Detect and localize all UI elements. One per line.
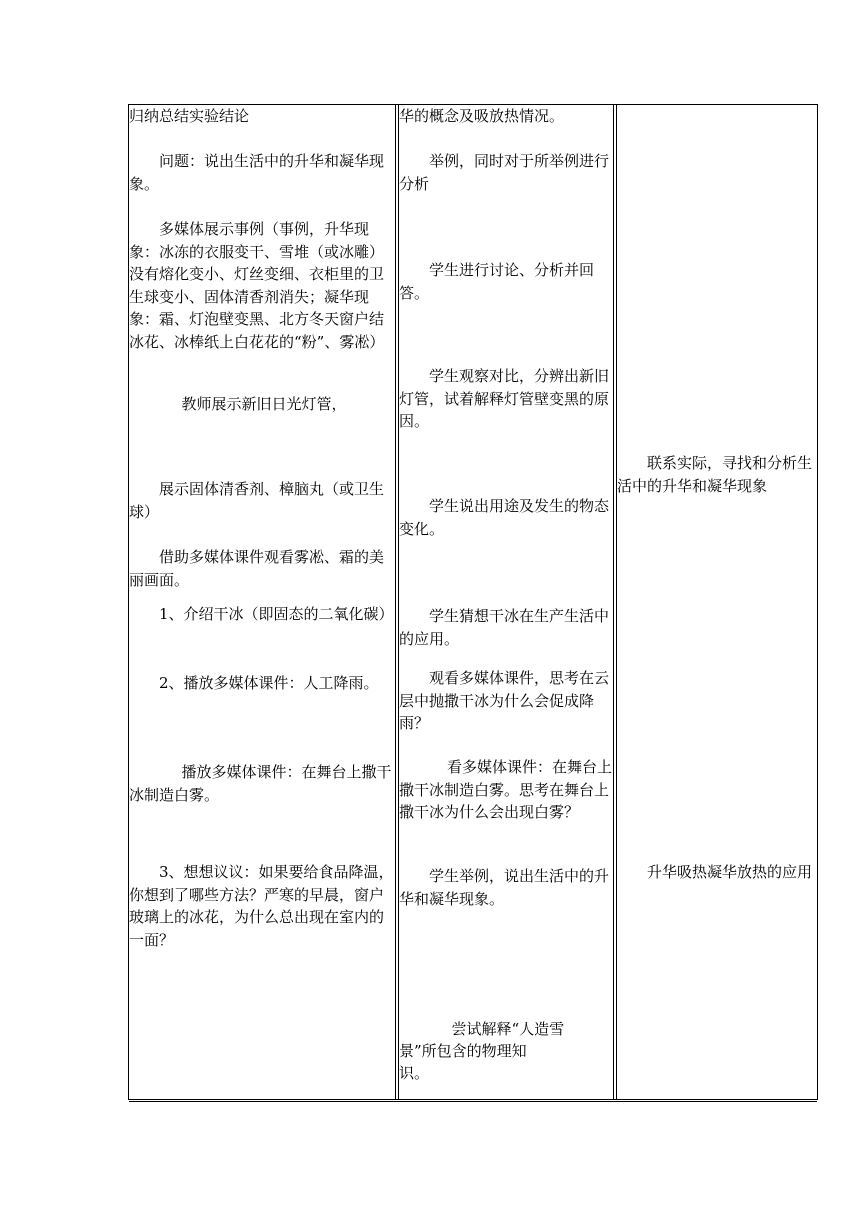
teacher-activity-column (129, 105, 395, 1099)
conclusion-text: 归纳总结实验结论 (129, 107, 250, 125)
example-analysis-text: 举例，同时对于所举例进行分析 (399, 152, 610, 193)
multimedia-examples-text: 多媒体展示事例（事例，升华现象：冰冻的衣服变干、雪堆（或冰雕）没有熔化变小、灯丝变细、衣柜里的卫生球变小、固体清香剂消失；凝华现象：霜、灯泡壁变黑、北方冬天窗户结冰花、冰棒纸上白花花的“粉”、雾凇） (129, 220, 385, 351)
connect-reality-text: 联系实际，寻找和分析生活中的升华和凝华现象 (617, 454, 813, 495)
snow-explain-line1: 尝试解释“人造雪 (451, 1020, 565, 1038)
dry-ice-guess-text: 学生猜想干冰在生产生活中的应用。 (399, 607, 610, 648)
lesson-plan-table (128, 104, 818, 1100)
column-divider (613, 105, 614, 1099)
student-examples-text: 学生举例，说出生活中的升华和凝华现象。 (399, 867, 610, 908)
student-activity-column (399, 105, 613, 1099)
artificial-rain-text: 2、播放多媒体课件：人工降雨。 (159, 674, 379, 692)
sublimation-concept-text: 华的概念及吸放热情况。 (399, 107, 565, 125)
stage-fog-question-text: 看多媒体课件：在舞台上撒干冰制造白雾。思考在舞台上撒干冰为什么会出现白雾？ (399, 758, 613, 821)
stage-fog-text: 播放多媒体课件：在舞台上撒干冰制造白雾。 (129, 763, 392, 804)
observe-compare-text: 学生观察对比，分辨出新旧灯管，试着解释灯管壁变黑的原因。 (399, 367, 610, 430)
application-text: 升华吸热凝华放热的应用 (647, 863, 813, 881)
discussion-question-text: 3、想想议议：如果要给食品降温，你想到了哪些方法？严寒的早晨，窗户玻璃上的冰花，为什么总出现在室内的一面？ (129, 863, 394, 949)
question-text: 问题：说出生活中的升华和凝华现象。 (129, 152, 385, 193)
column-divider (395, 105, 396, 1099)
snow-explain-line3: 识。 (399, 1064, 430, 1082)
design-intent-column (617, 105, 819, 1099)
student-discussion-text: 学生进行讨论、分析并回答。 (399, 261, 595, 302)
snow-explain-line2: 景”所包含的物理知 (399, 1042, 527, 1060)
air-freshener-text: 展示固体清香剂、樟脑丸（或卫生球） (129, 480, 385, 521)
lamp-tube-text: 教师展示新旧日光灯管， (181, 395, 347, 413)
frost-images-text: 借助多媒体课件观看雾凇、霜的美丽画面。 (129, 548, 385, 589)
rain-question-text: 观看多媒体课件，思考在云层中抛撒干冰为什么会促成降雨？ (399, 669, 610, 732)
uses-change-text: 学生说出用途及发生的物态变化。 (399, 497, 610, 538)
dry-ice-intro-text: 1、介绍干冰（即固态的二氧化碳） (159, 605, 394, 623)
